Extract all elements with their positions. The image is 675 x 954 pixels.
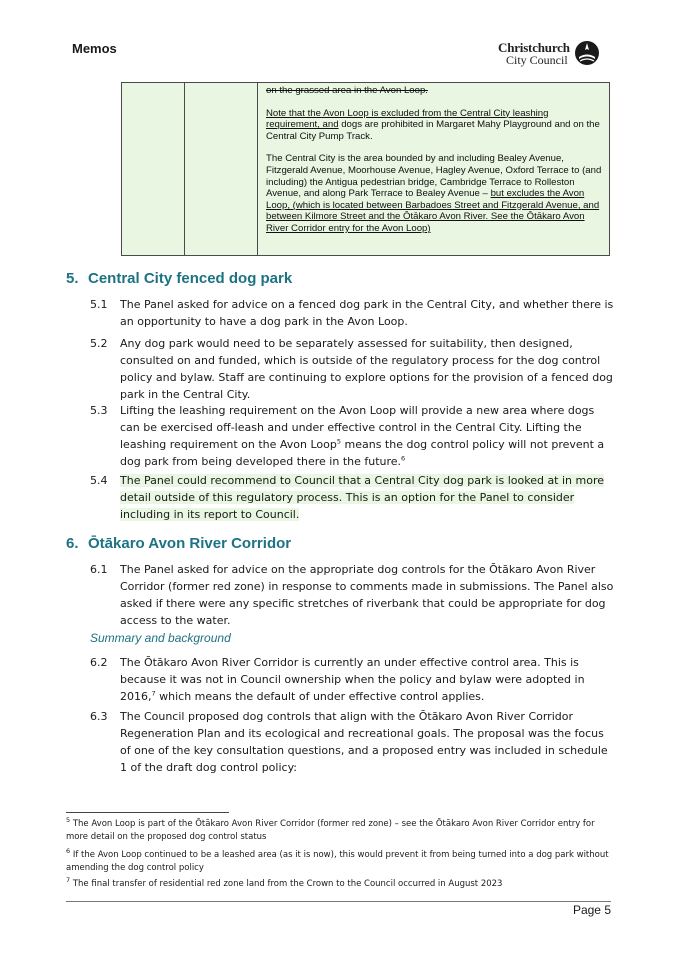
table-cell-1: [122, 83, 185, 256]
footnote-5: $^5$ The Avon Loop is part of the Ōtākaro Avon River Corridor (former red zone) – see the Ōtākaro Avon River Corridor entry for more detail on the proposed dog control status: [66, 816, 595, 843]
footnote-7: $^7$ The final transfer of residential red zone land from the Crown to the Council occurred in August 2023: [66, 876, 503, 889]
paragraph-6-2: 6.2 The Ōtākaro Avon River Corridor is currently an under effective control area. This is because it was not in Council ownership when the policy and bylaw were adopted in 2016,$^7$ which means the default of under effective control applies.: [90, 656, 585, 703]
council-logo: [498, 42, 608, 68]
header-title: Memos: [72, 41, 117, 56]
footnote-divider: [66, 812, 229, 813]
footnote-6: $^6$ If the Avon Loop continued to be a leashed area (as it is now), this would prevent it from being turned into a dog park without amending the dog control policy: [66, 847, 609, 874]
table-note: Note that the Avon Loop is excluded from the Central City leashing requirement, and dogs are prohibited in Margaret Mahy Playground and on the Central City Pump Track.: [266, 107, 600, 142]
table-cell-3: [258, 83, 610, 256]
logo-line2: City Council: [506, 53, 568, 67]
footnote-ref-5: 5: [336, 437, 341, 446]
page-number: Page 5: [572, 903, 611, 917]
paragraph-5-2: 5.2 Any dog park would need to be separately assessed for suitability, then designed, consulted on and funded, which is outside of the regulatory process for the dog control policy and bylaw. Staff are continuing to explore options for the provision of a fenced dog park in the Central City.: [90, 337, 613, 401]
schedule-table: [121, 82, 610, 256]
logo-line1: Christchurch: [498, 40, 570, 55]
footer-divider: [66, 901, 611, 902]
footnote-ref-6: 6: [401, 454, 406, 463]
paragraph-6-3: 6.3 The Council proposed dog controls that align with the Ōtākaro Avon River Corridor Regeneration Plan and its ecological and recreational goals. The proposal was the focus of one of the key consultation questions, and a proposed entry was included in schedule 1 of the draft dog control policy:: [90, 710, 608, 774]
section-6-heading: 6. Ōtākaro Avon River Corridor: [66, 535, 292, 552]
paragraph-5-3: 5.3 Lifting the leashing requirement on the Avon Loop will provide a new area where dogs can be exercised off-leash and under effective control in the Central City. Lifting the leashing requirement on the Avon Loop$^5$ means the dog control policy will not prevent a dog park from being developed there in the future.$^6$: [90, 404, 605, 468]
paragraph-5-4: 5.4 The Panel could recommend to Council that a Central City dog park is looked at in more detail outside of this regulatory process. This is an option for the Panel to consider including in its report to Council.: [90, 474, 605, 521]
table-cell-2: [185, 83, 258, 256]
cathedral-logo-icon: [574, 40, 600, 66]
paragraph-5-1: 5.1 The Panel asked for advice on a fenced dog park in the Central City, and whether there is an opportunity to have a dog park in the Avon Loop.: [90, 298, 614, 328]
footnote-ref-7: 7: [151, 689, 156, 698]
highlighted-recommendation: The Panel could recommend to Council that a Central City dog park is looked at in more detail outside of this regulatory process. This is an option for the Panel to consider including in its report to Council.: [120, 474, 605, 521]
section-5-heading: 5. Central City fenced dog park: [66, 270, 293, 287]
subheading-summary: Summary and background: [90, 631, 231, 645]
table-strike-text: on the grassed area in the Avon Loop.: [266, 85, 428, 96]
table-central-city-definition: The Central City is the area bounded by and including Bealey Avenue, Fitzgerald Avenue, Moorhouse Avenue, Hagley Avenue, Oxford Terrace to (and including) the Antigua pedestrian bridge, Cambridge Terrace to Rolleston Avenue, and along Park Terrace to Bealey Avenue – but excludes the Avon Loop, (which is located between Barbadoes Street and Fitzgerald Avenue, and between Kilmore Street and the Ōtākaro Avon River. See the Ōtākaro Avon River Corridor entry for the Avon Loop): [266, 153, 602, 234]
paragraph-6-1: 6.1 The Panel asked for advice on the appropriate dog controls for the Ōtākaro Avon River Corridor (former red zone) in response to comments made in submissions. The Panel also asked if there were any specific stretches of riverbank that could be appropriate for dog access to the water.: [90, 563, 614, 627]
